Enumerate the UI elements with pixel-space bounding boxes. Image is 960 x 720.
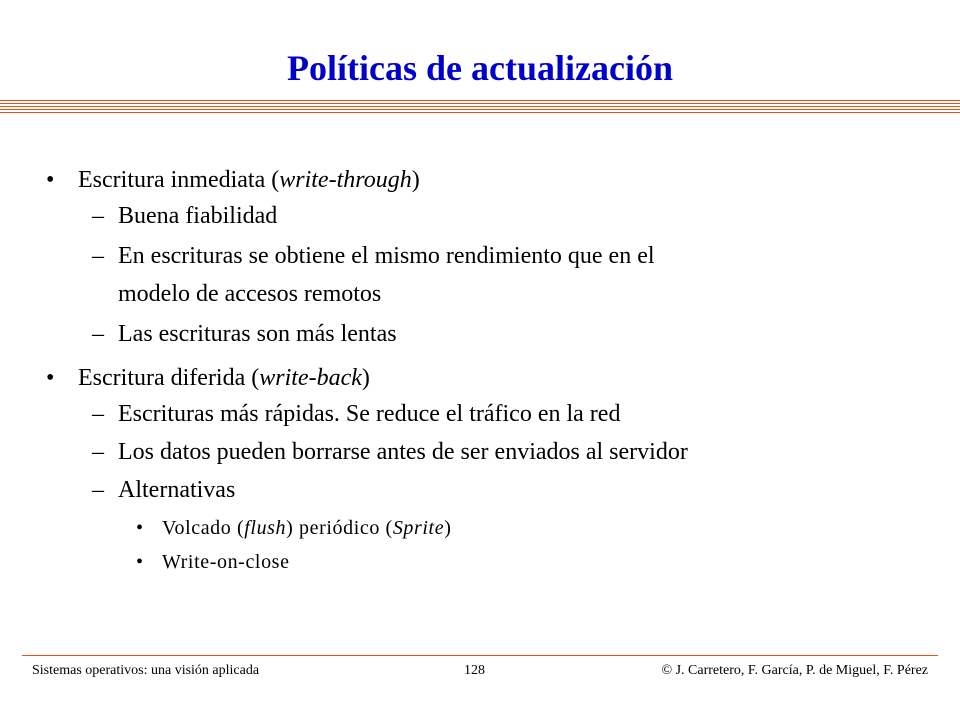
sub-sub-text: ) — [444, 517, 452, 539]
bullet-term: write-back — [259, 365, 362, 391]
bullet-write-back — [46, 362, 370, 394]
bullet-text: Escritura inmediata ( — [78, 167, 280, 193]
bullet-text: Escritura diferida ( — [78, 365, 260, 391]
bullet-icon: • — [46, 365, 55, 391]
sub-item — [92, 436, 688, 468]
sub-item — [92, 240, 655, 272]
dash-icon: – — [92, 439, 104, 465]
bullet-icon: • — [46, 167, 55, 193]
sub-item-text: Escrituras más rápidas. Se reduce el tráfico en la red — [118, 401, 621, 427]
bullet-text-end: ) — [411, 167, 420, 193]
sub-sub-item — [136, 548, 290, 576]
footer-divider — [22, 655, 938, 656]
dash-icon: – — [92, 401, 104, 427]
sub-sub-term: Sprite — [392, 517, 445, 539]
footer-page-number: 128 — [464, 663, 485, 678]
dash-icon: – — [92, 243, 104, 269]
title-divider — [0, 100, 960, 114]
sub-item — [92, 474, 236, 506]
sub-item-text: modelo de accesos remotos — [118, 281, 382, 307]
sub-sub-text: Write-on-close — [162, 551, 290, 573]
sub-sub-item — [136, 514, 452, 542]
sub-item-text: Las escrituras son más lentas — [118, 321, 397, 347]
sub-item — [92, 398, 621, 430]
sub-item-text: En escrituras se obtiene el mismo rendimiento que en el — [118, 243, 655, 269]
dash-icon: – — [92, 321, 104, 347]
dash-icon: – — [92, 203, 104, 229]
sub-sub-text: Volcado ( — [162, 517, 245, 539]
footer-book-title: Sistemas operativos: una visión aplicada — [32, 663, 260, 678]
sub-item-text: Buena fiabilidad — [118, 203, 278, 229]
bullet-text-end: ) — [361, 365, 370, 391]
sub-item-continuation — [118, 278, 381, 310]
bullet-icon: • — [136, 551, 144, 573]
footer-authors: © J. Carretero, F. García, P. de Miguel, F. Pérez — [661, 663, 928, 678]
slide-title: Políticas de actualización — [287, 48, 673, 88]
sub-item — [92, 200, 278, 232]
bullet-write-through — [46, 164, 420, 196]
sub-sub-term: flush — [244, 517, 287, 539]
sub-sub-text: ) periódico ( — [286, 517, 393, 539]
sub-item — [92, 318, 397, 350]
sub-item-text: Alternativas — [118, 477, 236, 503]
sub-item-text: Los datos pueden borrarse antes de ser enviados al servidor — [118, 439, 688, 465]
bullet-icon: • — [136, 517, 144, 539]
bullet-term: write-through — [279, 167, 412, 193]
dash-icon: – — [92, 477, 104, 503]
